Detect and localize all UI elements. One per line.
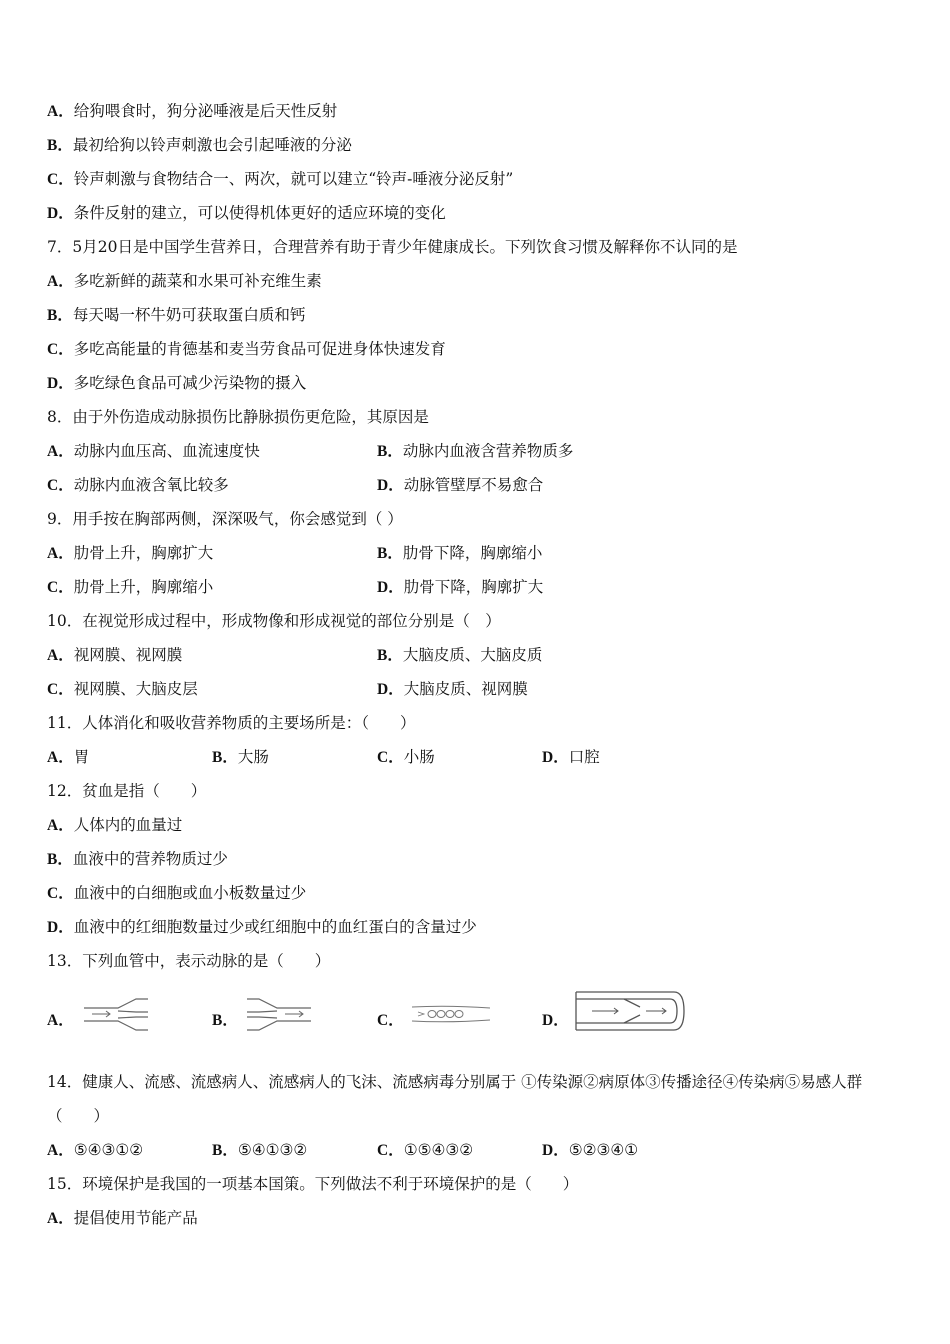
q13-vessel-c-image bbox=[408, 999, 494, 1029]
q14-option-d: D．⑤②③④① bbox=[542, 1141, 639, 1159]
q8-option-d: D．动脉管壁厚不易愈合 bbox=[377, 476, 544, 494]
q13-vessel-d-image bbox=[574, 989, 688, 1033]
q9-option-b: B．肋骨下降，胸廓缩小 bbox=[377, 544, 543, 562]
q15-option-a: A．提倡使用节能产品 bbox=[47, 1209, 198, 1227]
q14-option-b: B．⑤④①③② bbox=[212, 1141, 308, 1159]
q13-vessel-a-image bbox=[80, 997, 152, 1033]
q6-option-b: B．最初给狗以铃声刺激也会引起唾液的分泌 bbox=[47, 136, 352, 154]
q13-option-d-label: D． bbox=[542, 1012, 569, 1029]
q13-option-b-label: B． bbox=[212, 1012, 238, 1029]
q8-option-a: A．动脉内血压高、血流速度快 bbox=[47, 442, 260, 460]
q7-stem: 7．5月20日是中国学生营养日，合理营养有助于青少年健康成长。下列饮食习惯及解释你不认同的是 bbox=[47, 238, 738, 256]
q6-option-c: C．铃声刺激与食物结合一、两次，就可以建立“铃声-唾液分泌反射” bbox=[47, 170, 514, 188]
q13-option-a-label: A． bbox=[47, 1012, 74, 1029]
q13-option-c-label: C． bbox=[377, 1012, 404, 1029]
q8-stem: 8．由于外伤造成动脉损伤比静脉损伤更危险，其原因是 bbox=[47, 408, 429, 426]
q8-option-c: C．动脉内血液含氧比较多 bbox=[47, 476, 229, 494]
q10-option-a: A．视网膜、视网膜 bbox=[47, 646, 183, 664]
q15-stem: 15．环境保护是我国的一项基本国策。下列做法不利于环境保护的是（ ） bbox=[47, 1175, 579, 1193]
q13-stem: 13．下列血管中，表示动脉的是（ ） bbox=[47, 952, 331, 970]
q11-stem: 11．人体消化和吸收营养物质的主要场所是：（ ） bbox=[47, 714, 416, 732]
q14-stem-cont: （ ） bbox=[47, 1107, 110, 1125]
q11-option-a: A．胃 bbox=[47, 748, 90, 766]
q11-option-c: C．小肠 bbox=[377, 748, 435, 766]
q13-vessel-b-image bbox=[243, 997, 315, 1033]
q10-stem: 10．在视觉形成过程中，形成物像和形成视觉的部位分别是（ ） bbox=[47, 612, 501, 630]
q8-option-b: B．动脉内血液含营养物质多 bbox=[377, 442, 574, 460]
q7-option-a: A．多吃新鲜的蔬菜和水果可补充维生素 bbox=[47, 272, 322, 290]
q14-option-c: C．①⑤④③② bbox=[377, 1141, 474, 1159]
q6-option-a: A．给狗喂食时，狗分泌唾液是后天性反射 bbox=[47, 102, 338, 120]
q9-stem: 9．用手按在胸部两侧，深深吸气，你会感觉到（ ） bbox=[47, 510, 403, 528]
q11-option-b: B．大肠 bbox=[212, 748, 269, 766]
q9-option-d: D．肋骨下降，胸廓扩大 bbox=[377, 578, 544, 596]
q7-option-c: C．多吃高能量的肯德基和麦当劳食品可促进身体快速发育 bbox=[47, 340, 446, 358]
q12-option-c: C．血液中的白细胞或血小板数量过少 bbox=[47, 884, 307, 902]
q9-option-a: A．肋骨上升，胸廓扩大 bbox=[47, 544, 214, 562]
q12-option-a: A．人体内的血量过 bbox=[47, 816, 183, 834]
q9-option-c: C．肋骨上升，胸廓缩小 bbox=[47, 578, 214, 596]
q10-option-d: D．大脑皮质、视网膜 bbox=[377, 680, 528, 698]
q12-option-b: B．血液中的营养物质过少 bbox=[47, 850, 228, 868]
q6-option-d: D．条件反射的建立，可以使得机体更好的适应环境的变化 bbox=[47, 204, 446, 222]
q7-option-b: B．每天喝一杯牛奶可获取蛋白质和钙 bbox=[47, 306, 306, 324]
q11-option-d: D．口腔 bbox=[542, 748, 600, 766]
q14-stem: 14．健康人、流感、流感病人、流感病人的飞沫、流感病毒分别属于 ①传染源②病原体③传播途径④传染病⑤易感人群 bbox=[47, 1073, 863, 1091]
q7-option-d: D．多吃绿色食品可减少污染物的摄入 bbox=[47, 374, 307, 392]
q12-option-d: D．血液中的红细胞数量过少或红细胞中的血红蛋白的含量过少 bbox=[47, 918, 477, 936]
q10-option-c: C．视网膜、大脑皮层 bbox=[47, 680, 198, 698]
q12-stem: 12．贫血是指（ ） bbox=[47, 782, 207, 800]
q10-option-b: B．大脑皮质、大脑皮质 bbox=[377, 646, 543, 664]
q14-option-a: A．⑤④③①② bbox=[47, 1141, 144, 1159]
